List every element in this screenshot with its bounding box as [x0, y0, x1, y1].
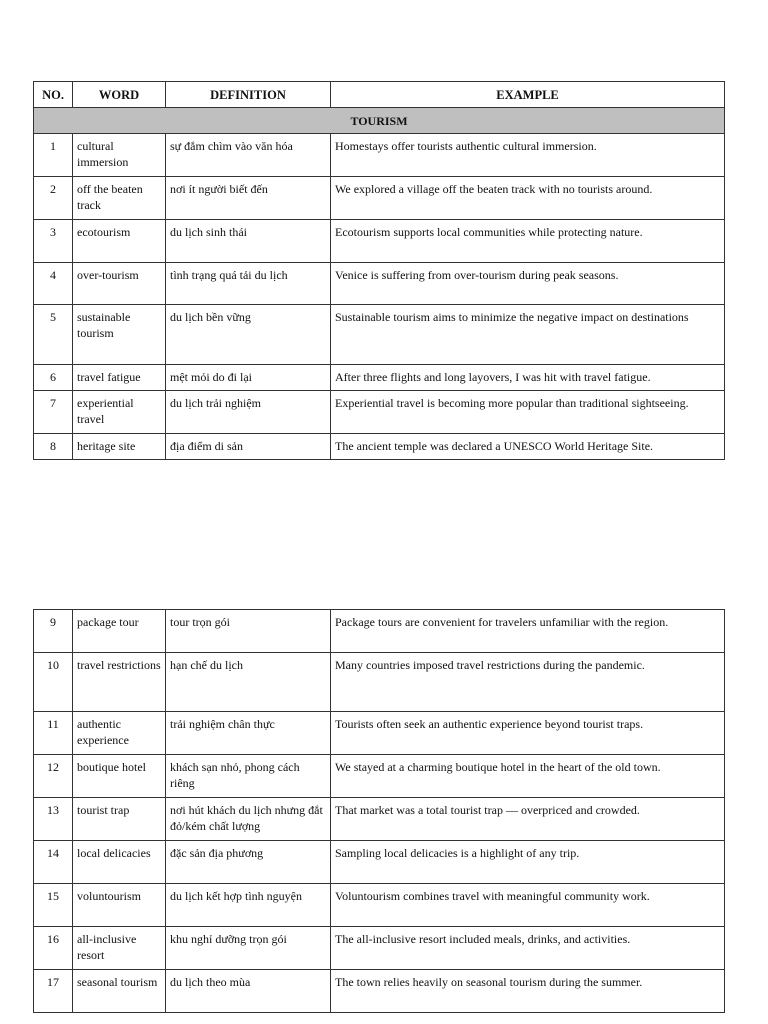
- table-row: [34, 134, 725, 177]
- row-number: 4: [34, 263, 73, 305]
- row-definition: nơi ít người biết đến: [166, 177, 331, 220]
- row-definition: du lịch kết hợp tình nguyện: [166, 884, 331, 927]
- row-word: all-inclusive resort: [73, 927, 166, 970]
- row-definition: du lịch bền vững: [166, 305, 331, 365]
- row-word: boutique hotel: [73, 755, 166, 798]
- table-row: [34, 220, 725, 263]
- table-row: [34, 841, 725, 884]
- table-row: [34, 653, 725, 712]
- row-definition: du lịch trải nghiệm: [166, 391, 331, 434]
- table-row: [34, 970, 725, 1013]
- row-example: Tourists often seek an authentic experience beyond tourist traps.: [331, 712, 725, 755]
- row-number: 12: [34, 755, 73, 798]
- row-number: 16: [34, 927, 73, 970]
- row-definition: khách sạn nhỏ, phong cách riêng: [166, 755, 331, 798]
- row-example: After three flights and long layovers, I was hit with travel fatigue.: [331, 365, 725, 391]
- row-word: off the beaten track: [73, 177, 166, 220]
- row-example: Voluntourism combines travel with meaningful community work.: [331, 884, 725, 927]
- row-definition: sự đắm chìm vào văn hóa: [166, 134, 331, 177]
- header-word: WORD: [73, 82, 166, 108]
- row-example: Experiential travel is becoming more popular than traditional sightseeing.: [331, 391, 725, 434]
- row-word: voluntourism: [73, 884, 166, 927]
- row-word: travel fatigue: [73, 365, 166, 391]
- vocabulary-table-part-1: [33, 81, 725, 460]
- row-word: cultural immersion: [73, 134, 166, 177]
- table-row: [34, 434, 725, 460]
- row-number: 5: [34, 305, 73, 365]
- row-number: 9: [34, 610, 73, 653]
- row-definition: mệt mỏi do đi lại: [166, 365, 331, 391]
- header-no: NO.: [34, 82, 73, 108]
- row-example: Sampling local delicacies is a highlight of any trip.: [331, 841, 725, 884]
- row-number: 8: [34, 434, 73, 460]
- row-example: Homestays offer tourists authentic cultural immersion.: [331, 134, 725, 177]
- table-row: [34, 712, 725, 755]
- header-example: EXAMPLE: [331, 82, 725, 108]
- row-definition: tour trọn gói: [166, 610, 331, 653]
- row-word: over-tourism: [73, 263, 166, 305]
- row-number: 15: [34, 884, 73, 927]
- row-number: 6: [34, 365, 73, 391]
- table-row: [34, 177, 725, 220]
- vocabulary-table-part-2: [33, 609, 725, 1013]
- row-word: ecotourism: [73, 220, 166, 263]
- row-word: seasonal tourism: [73, 970, 166, 1013]
- section-title: TOURISM: [34, 108, 725, 134]
- header-definition: DEFINITION: [166, 82, 331, 108]
- row-word: local delicacies: [73, 841, 166, 884]
- row-example: The town relies heavily on seasonal tourism during the summer.: [331, 970, 725, 1013]
- row-example: Sustainable tourism aims to minimize the negative impact on destinations: [331, 305, 725, 365]
- row-example: Package tours are convenient for travelers unfamiliar with the region.: [331, 610, 725, 653]
- row-definition: nơi hút khách du lịch nhưng đắt đỏ/kém chất lượng: [166, 798, 331, 841]
- table-row: [34, 798, 725, 841]
- row-example: The all-inclusive resort included meals, drinks, and activities.: [331, 927, 725, 970]
- table-row: [34, 305, 725, 365]
- row-number: 14: [34, 841, 73, 884]
- row-definition: khu nghỉ dưỡng trọn gói: [166, 927, 331, 970]
- row-example: The ancient temple was declared a UNESCO World Heritage Site.: [331, 434, 725, 460]
- row-number: 10: [34, 653, 73, 712]
- row-example: Ecotourism supports local communities while protecting nature.: [331, 220, 725, 263]
- row-word: heritage site: [73, 434, 166, 460]
- table-row: [34, 755, 725, 798]
- table-row: [34, 610, 725, 653]
- row-example: That market was a total tourist trap — overpriced and crowded.: [331, 798, 725, 841]
- section-row: [34, 108, 725, 134]
- row-definition: hạn chế du lịch: [166, 653, 331, 712]
- row-word: package tour: [73, 610, 166, 653]
- row-definition: du lịch sinh thái: [166, 220, 331, 263]
- row-number: 3: [34, 220, 73, 263]
- row-number: 7: [34, 391, 73, 434]
- row-definition: trải nghiệm chân thực: [166, 712, 331, 755]
- table-row: [34, 884, 725, 927]
- table-row: [34, 391, 725, 434]
- row-definition: tình trạng quá tải du lịch: [166, 263, 331, 305]
- row-number: 2: [34, 177, 73, 220]
- table-header-row: [34, 82, 725, 108]
- row-number: 17: [34, 970, 73, 1013]
- row-word: sustainable tourism: [73, 305, 166, 365]
- row-definition: du lịch theo mùa: [166, 970, 331, 1013]
- row-example: We explored a village off the beaten track with no tourists around.: [331, 177, 725, 220]
- table-row: [34, 927, 725, 970]
- row-number: 1: [34, 134, 73, 177]
- row-word: travel restrictions: [73, 653, 166, 712]
- row-example: We stayed at a charming boutique hotel in the heart of the old town.: [331, 755, 725, 798]
- row-number: 11: [34, 712, 73, 755]
- row-definition: địa điểm di sản: [166, 434, 331, 460]
- row-example: Many countries imposed travel restrictions during the pandemic.: [331, 653, 725, 712]
- row-number: 13: [34, 798, 73, 841]
- row-example: Venice is suffering from over-tourism during peak seasons.: [331, 263, 725, 305]
- row-definition: đặc sản địa phương: [166, 841, 331, 884]
- row-word: authentic experience: [73, 712, 166, 755]
- table-row: [34, 365, 725, 391]
- row-word: experiential travel: [73, 391, 166, 434]
- table-row: [34, 263, 725, 305]
- row-word: tourist trap: [73, 798, 166, 841]
